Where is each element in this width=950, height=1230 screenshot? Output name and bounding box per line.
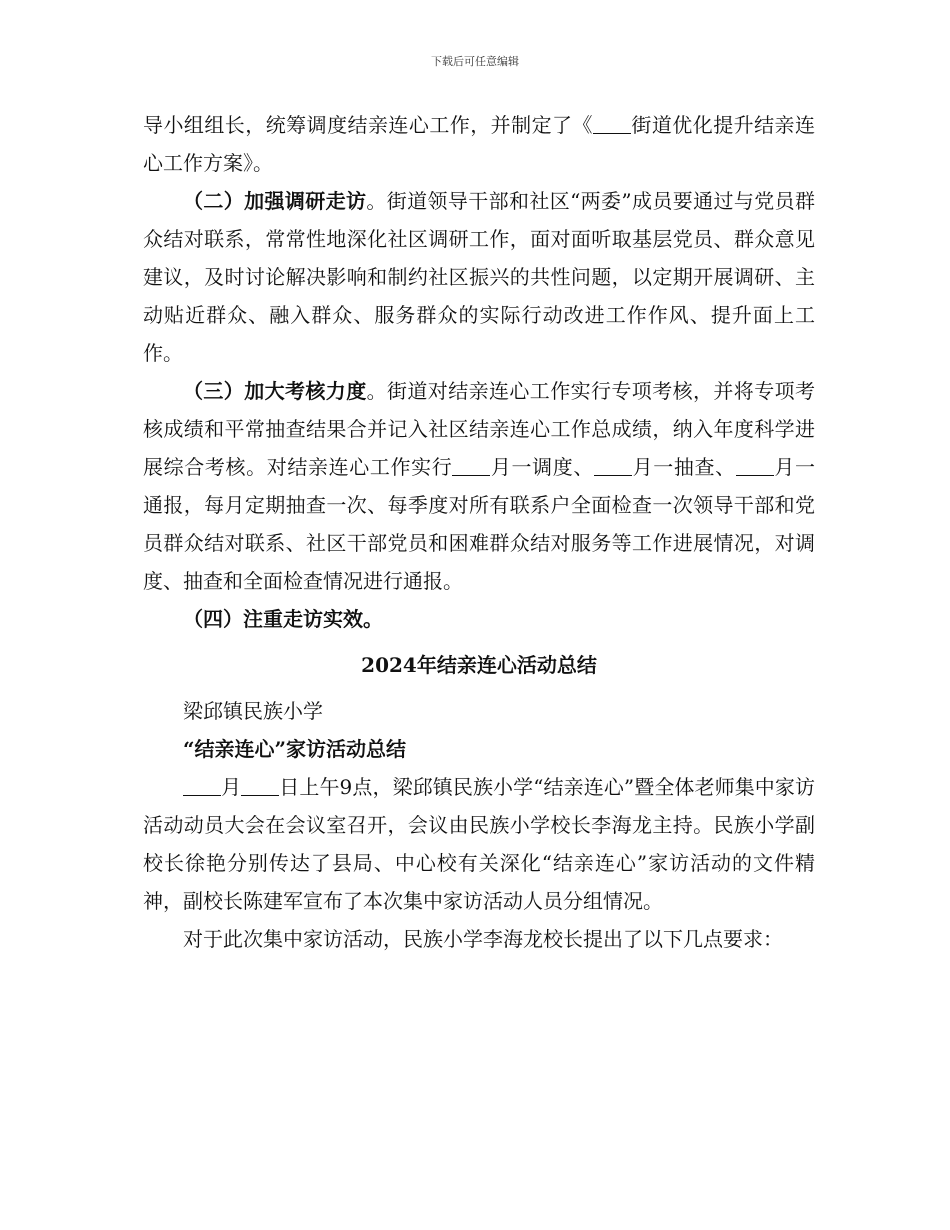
school-name: 梁邱镇民族小学 — [183, 699, 323, 723]
paragraph-1-text-b: 街道优化提升结亲连心工作方案》。 — [143, 113, 816, 175]
paragraph-1-text-a: 导小组组长，统筹调度结亲连心工作，并制定了《 — [143, 113, 593, 137]
blank-field — [241, 775, 279, 796]
paragraph-3-text-a: 。街道对结亲连心工作实行专项考核，并将专项考核成绩和平常抽查结果合并记入社区结亲连心工作总成绩，纳入年度科学进展综合考核。对结亲连心工作实行 — [143, 379, 816, 479]
paragraph-6: 对于此次集中家访活动，民族小学李海龙校长提出了以下几点要求： — [183, 927, 783, 951]
paragraph-5-text-b: 日上午9点，梁邱镇民族小学“结亲连心”暨全体老师集中家访活动动员大会在会议室召开，会议由民族小学校长李海龙主持。民族小学副校长徐艳分别传达了县局、中心校有关深化“结亲连心”家访活动的文件精神，副校长陈建军宣布了本次集中家访活动人员分组情况。 — [143, 775, 815, 913]
document-body — [143, 106, 815, 958]
paragraph-2 — [143, 182, 815, 372]
blank-field — [736, 455, 774, 476]
section-heading-4: （四）注重走访实效。 — [183, 607, 383, 631]
paragraph-3-text-c: 月一抽查、 — [632, 455, 736, 479]
paragraph-5-text-a: 月 — [221, 775, 242, 799]
blank-field — [594, 455, 632, 476]
paragraph-3-text-d: 月一通报，每月定期抽查一次、每季度对所有联系户全面检查一次领导干部和党员群众结对联系、社区干部党员和困难群众结对服务等工作进展情况，对调度、抽查和全面检查情况进行通报。 — [143, 455, 816, 593]
paragraph-1 — [143, 106, 815, 182]
section-heading-3: （三）加大考核力度 — [183, 379, 367, 403]
document-title: 2024年结亲连心活动总结 — [361, 653, 597, 677]
blank-field — [183, 775, 221, 796]
blank-field — [452, 455, 490, 476]
section-heading-2: （二）加强调研走访 — [183, 189, 367, 213]
paragraph-3-text-b: 月一调度、 — [490, 455, 595, 479]
page-header: 下载后可任意编辑 — [431, 55, 519, 68]
blank-field — [593, 113, 631, 134]
document-subtitle: “结亲连心”家访活动总结 — [183, 737, 407, 761]
paragraph-3 — [143, 372, 815, 600]
paragraph-2-body: 。街道领导干部和社区“两委”成员要通过与党员群众结对联系，常常性地深化社区调研工作，面对面听取基层党员、群众意见建议，及时讨论解决影响和制约社区振兴的共性问题，以定期开展调研、主动贴近群众、融入群众、服务群众的实际行动改进工作作风、提升面上工作。 — [143, 189, 816, 365]
paragraph-5 — [143, 768, 815, 920]
